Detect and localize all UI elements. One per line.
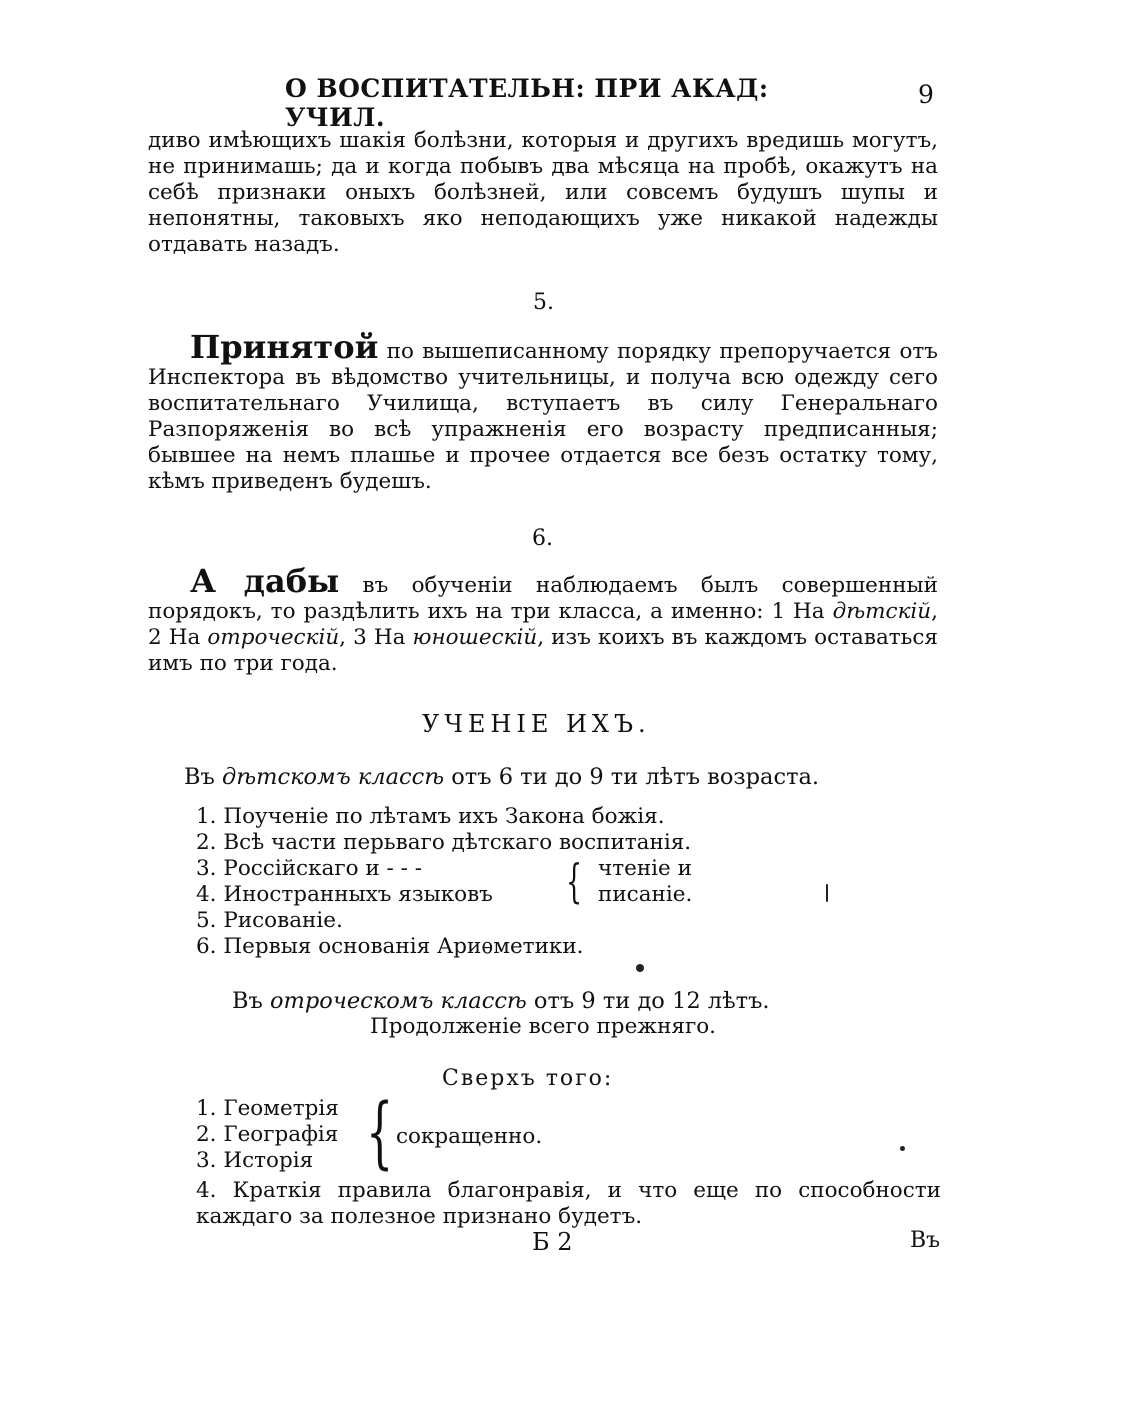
adolescent-subject-list xyxy=(196,1096,339,1174)
class1-name: дѣтскомъ классѣ xyxy=(222,764,445,790)
ink-speck xyxy=(900,1146,905,1151)
list-item: 1. Поученіе по лѣтамъ ихъ Закона божія. xyxy=(196,804,665,829)
abbreviated-label: сокращенно. xyxy=(396,1124,543,1149)
childrens-class-line xyxy=(184,764,819,790)
catchword: Въ xyxy=(910,1228,941,1253)
class-name-childrens: дѣтскій xyxy=(832,599,932,624)
section-6-paragraph xyxy=(148,562,938,677)
above-that-heading: Сверхъ того: xyxy=(442,1066,614,1091)
running-header: О ВОСПИТАТЕЛЬН: ПРИ АКАД: УЧИЛ. xyxy=(285,74,769,132)
class-name-adolescent: отроческій xyxy=(207,625,340,650)
section-5-text: по вышеписанному порядку препоручается отъ Инспектора въ вѣдомство учительницы, и получа всю одежду сего воспитательнаго Училища, вступаетъ въ силу Генеральнаго Разпоряженія во всѣ упражненія его возрасту предписанныя; бывшее на немъ плашье и прочее отдается все безъ остатку тому, кѣмъ приведенъ будешъ. xyxy=(148,339,938,494)
signature-mark: Б 2 xyxy=(532,1228,573,1256)
brace-icon: { xyxy=(566,854,583,908)
list-item: 2. Всѣ части перьваго дѣтскаго воспитанія. xyxy=(196,830,692,855)
section-6-lead-word: А дабы xyxy=(190,562,340,600)
section-5-paragraph xyxy=(148,328,938,495)
section-number-5: 5. xyxy=(533,290,554,315)
section-number-6: 6. xyxy=(532,526,553,551)
continuation-line: Продолженіе всего прежняго. xyxy=(370,1014,717,1039)
list-item: 5. Рисованіе. xyxy=(196,908,343,933)
item-4-paragraph: 4. Краткія правила благонравія, и что еще по способности каждаго за полезное признано будетъ. xyxy=(196,1178,941,1229)
list-item: 3. Россійскаго и - - - xyxy=(196,856,423,881)
adolescent-class-line xyxy=(232,988,770,1014)
class2-name: отроческомъ классѣ xyxy=(270,988,527,1014)
section-6-text-b: , 2 На xyxy=(148,599,938,650)
ink-speck xyxy=(826,884,828,902)
list-item: 4. Иностранныхъ языковъ xyxy=(196,882,493,907)
section-6-text-c: , 3 На xyxy=(339,625,413,650)
page-number: 9 xyxy=(918,80,934,109)
brace-item-reading: чтеніе и xyxy=(598,856,692,881)
ink-speck xyxy=(636,964,644,972)
class2-pre: Въ xyxy=(232,988,271,1014)
paragraph-continued: диво имѣющихъ шакія болѣзни, которыя и другихъ вредишь могутъ, не принимашь; да и когда побывъ два мѣсяца на пробѣ, окажутъ на себѣ признаки оныхъ болѣзней, или совсемъ будушъ шупы и непонятны, таковыхъ яко неподающихъ уже никакой надежды отдавать назадъ. xyxy=(148,128,938,257)
class1-pre: Въ xyxy=(184,764,223,790)
list-item: 2. Географія xyxy=(196,1122,339,1147)
list-item: 6. Первыя основанія Ариѳметики. xyxy=(196,934,584,959)
list-item: 3. Исторія xyxy=(196,1148,314,1173)
teaching-heading: УЧЕНІЕ ИХЪ. xyxy=(422,710,651,738)
brace-item-writing: писаніе. xyxy=(598,882,693,907)
brace-icon: { xyxy=(366,1088,394,1178)
class-name-youth: юношескій xyxy=(412,625,538,650)
section-5-lead-word: Принятой xyxy=(190,328,379,366)
section-6-text-a: въ обученіи наблюдаемъ былъ совершенный порядокъ, то раздѣлить ихъ на три класса, а именно: 1 На xyxy=(148,573,938,624)
list-item: 1. Геометрія xyxy=(196,1096,339,1121)
class1-post: отъ 6 ти до 9 ти лѣтъ возраста. xyxy=(444,764,820,790)
section-6-text-d: , изъ коихъ въ каждомъ оставаться имъ по три года. xyxy=(148,625,938,676)
class2-post: отъ 9 ти до 12 лѣтъ. xyxy=(526,988,770,1014)
